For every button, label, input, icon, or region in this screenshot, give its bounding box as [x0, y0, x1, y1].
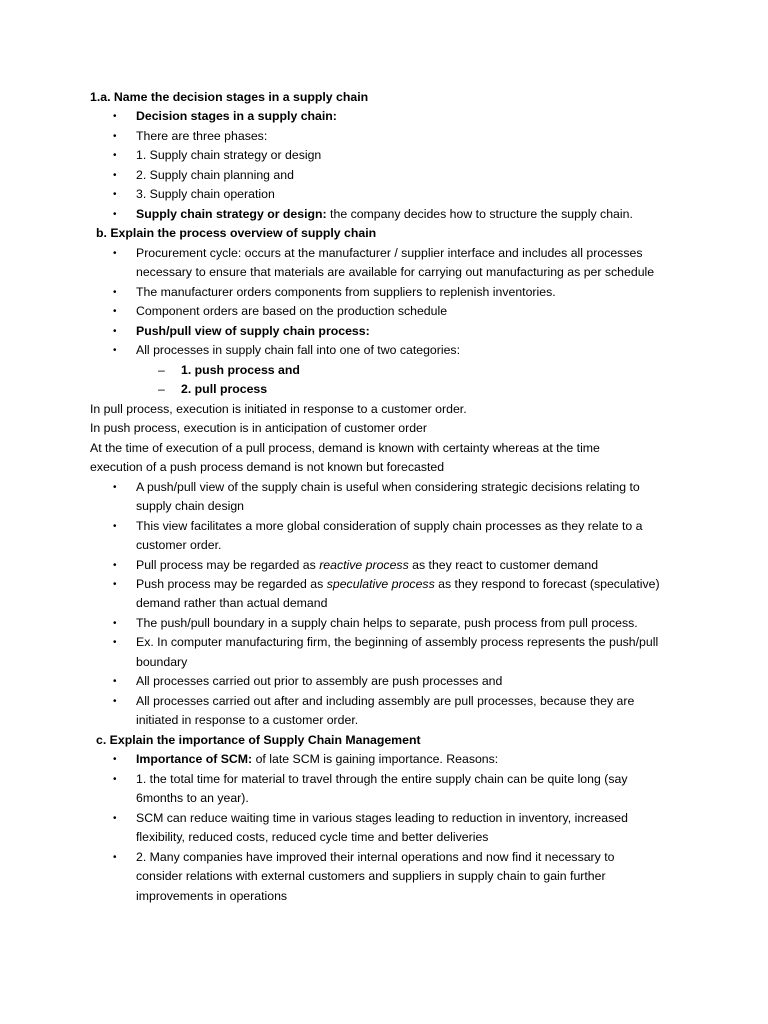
list-item: Decision stages in a supply chain: — [136, 109, 337, 123]
heading-a: 1.a. Name the decision stages in a supply chain — [90, 90, 369, 104]
list-item-continuation: flexibility, reduced costs, reduced cycle time and better deliveries — [136, 830, 489, 844]
list-item: There are three phases: — [136, 129, 268, 143]
paragraph: At the time of execution of a pull process, demand is known with certainty whereas at the time — [90, 441, 600, 455]
list-item-continuation: demand rather than actual demand — [136, 596, 328, 610]
list-item-continuation: 6months to an year). — [136, 791, 249, 805]
list-item — [136, 205, 633, 225]
list-item: 1. Supply chain strategy or design — [136, 148, 322, 162]
bullet-icon: • — [113, 560, 117, 571]
list-item-continuation: improvements in operations — [136, 889, 288, 903]
list-item-continuation: necessary to ensure that materials are available for carrying out manufacturing as per schedule — [136, 265, 655, 279]
bullet-icon: • — [113, 345, 117, 356]
bullet-icon: • — [113, 579, 117, 590]
item-bold-lead: Importance of SCM: — [136, 752, 253, 766]
list-item: This view facilitates a more global consideration of supply chain processes as they relate to a — [136, 519, 643, 533]
bullet-icon: • — [113, 189, 117, 200]
heading-b: b. Explain the process overview of supply chain — [96, 226, 377, 240]
list-item-continuation: initiated in response to a customer order. — [136, 713, 359, 727]
item-text: the company decides how to structure the supply chain. — [326, 207, 633, 221]
list-item: Ex. In computer manufacturing firm, the beginning of assembly process represents the push/pull — [136, 635, 659, 649]
item-bold-lead: Supply chain strategy or design: — [136, 207, 327, 221]
list-item-continuation: boundary — [136, 655, 188, 669]
paragraph-continuation: execution of a push process demand is not known but forecasted — [90, 460, 445, 474]
paragraph: In pull process, execution is initiated in response to a customer order. — [90, 402, 467, 416]
item-text: as they react to customer demand — [408, 558, 599, 572]
list-item — [136, 556, 598, 576]
list-item: 2. Many companies have improved their internal operations and now find it necessary to — [136, 850, 615, 864]
list-item: 1. the total time for material to travel through the entire supply chain can be quite long (say — [136, 772, 628, 786]
list-item: SCM can reduce waiting time in various stages leading to reduction in inventory, increased — [136, 811, 628, 825]
list-item-continuation: consider relations with external customers and suppliers in supply chain to gain further — [136, 869, 606, 883]
list-item: 2. Supply chain planning and — [136, 168, 294, 182]
list-item: The manufacturer orders components from suppliers to replenish inventories. — [136, 285, 556, 299]
bullet-icon: • — [113, 150, 117, 161]
bullet-icon: • — [113, 637, 117, 648]
list-item: Procurement cycle: occurs at the manufacturer / supplier interface and includes all processes — [136, 246, 643, 260]
bullet-icon: • — [113, 852, 117, 863]
list-item: All processes carried out prior to assembly are push processes and — [136, 674, 503, 688]
sub-list-item: 2. pull process — [181, 382, 268, 396]
list-item-continuation: supply chain design — [136, 499, 245, 513]
bullet-icon: • — [113, 306, 117, 317]
bullet-icon: • — [113, 618, 117, 629]
list-item: 3. Supply chain operation — [136, 187, 275, 201]
item-text: of late SCM is gaining importance. Reasons: — [252, 752, 499, 766]
bullet-icon: • — [113, 521, 117, 532]
bullet-icon: • — [113, 209, 117, 220]
list-item — [136, 575, 660, 595]
item-emphasis: speculative process — [326, 577, 435, 591]
dash-icon: – — [158, 382, 165, 396]
item-text: Push process may be regarded as — [136, 577, 327, 591]
sub-list-item: 1. push process and — [181, 363, 300, 377]
bullet-icon: • — [113, 813, 117, 824]
item-text: as they respond to forecast (speculative) — [434, 577, 660, 591]
bullet-icon: • — [113, 111, 117, 122]
bullet-icon: • — [113, 482, 117, 493]
heading-c: c. Explain the importance of Supply Chain Management — [96, 733, 421, 747]
item-text: Pull process may be regarded as — [136, 558, 320, 572]
list-item: A push/pull view of the supply chain is useful when considering strategic decisions relating to — [136, 480, 640, 494]
list-item: Component orders are based on the production schedule — [136, 304, 448, 318]
bullet-icon: • — [113, 774, 117, 785]
bullet-icon: • — [113, 170, 117, 181]
bullet-icon: • — [113, 696, 117, 707]
list-item: Push/pull view of supply chain process: — [136, 324, 370, 338]
list-item: All processes in supply chain fall into one of two categories: — [136, 343, 460, 357]
item-emphasis: reactive process — [319, 558, 409, 572]
list-item: All processes carried out after and including assembly are pull processes, because they are — [136, 694, 635, 708]
dash-icon: – — [158, 363, 165, 377]
list-item-continuation: customer order. — [136, 538, 222, 552]
bullet-icon: • — [113, 131, 117, 142]
list-item — [136, 750, 498, 770]
bullet-icon: • — [113, 754, 117, 765]
bullet-icon: • — [113, 287, 117, 298]
paragraph: In push process, execution is in anticipation of customer order — [90, 421, 427, 435]
bullet-icon: • — [113, 676, 117, 687]
bullet-icon: • — [113, 248, 117, 259]
bullet-icon: • — [113, 326, 117, 337]
list-item: The push/pull boundary in a supply chain helps to separate, push process from pull process. — [136, 616, 638, 630]
